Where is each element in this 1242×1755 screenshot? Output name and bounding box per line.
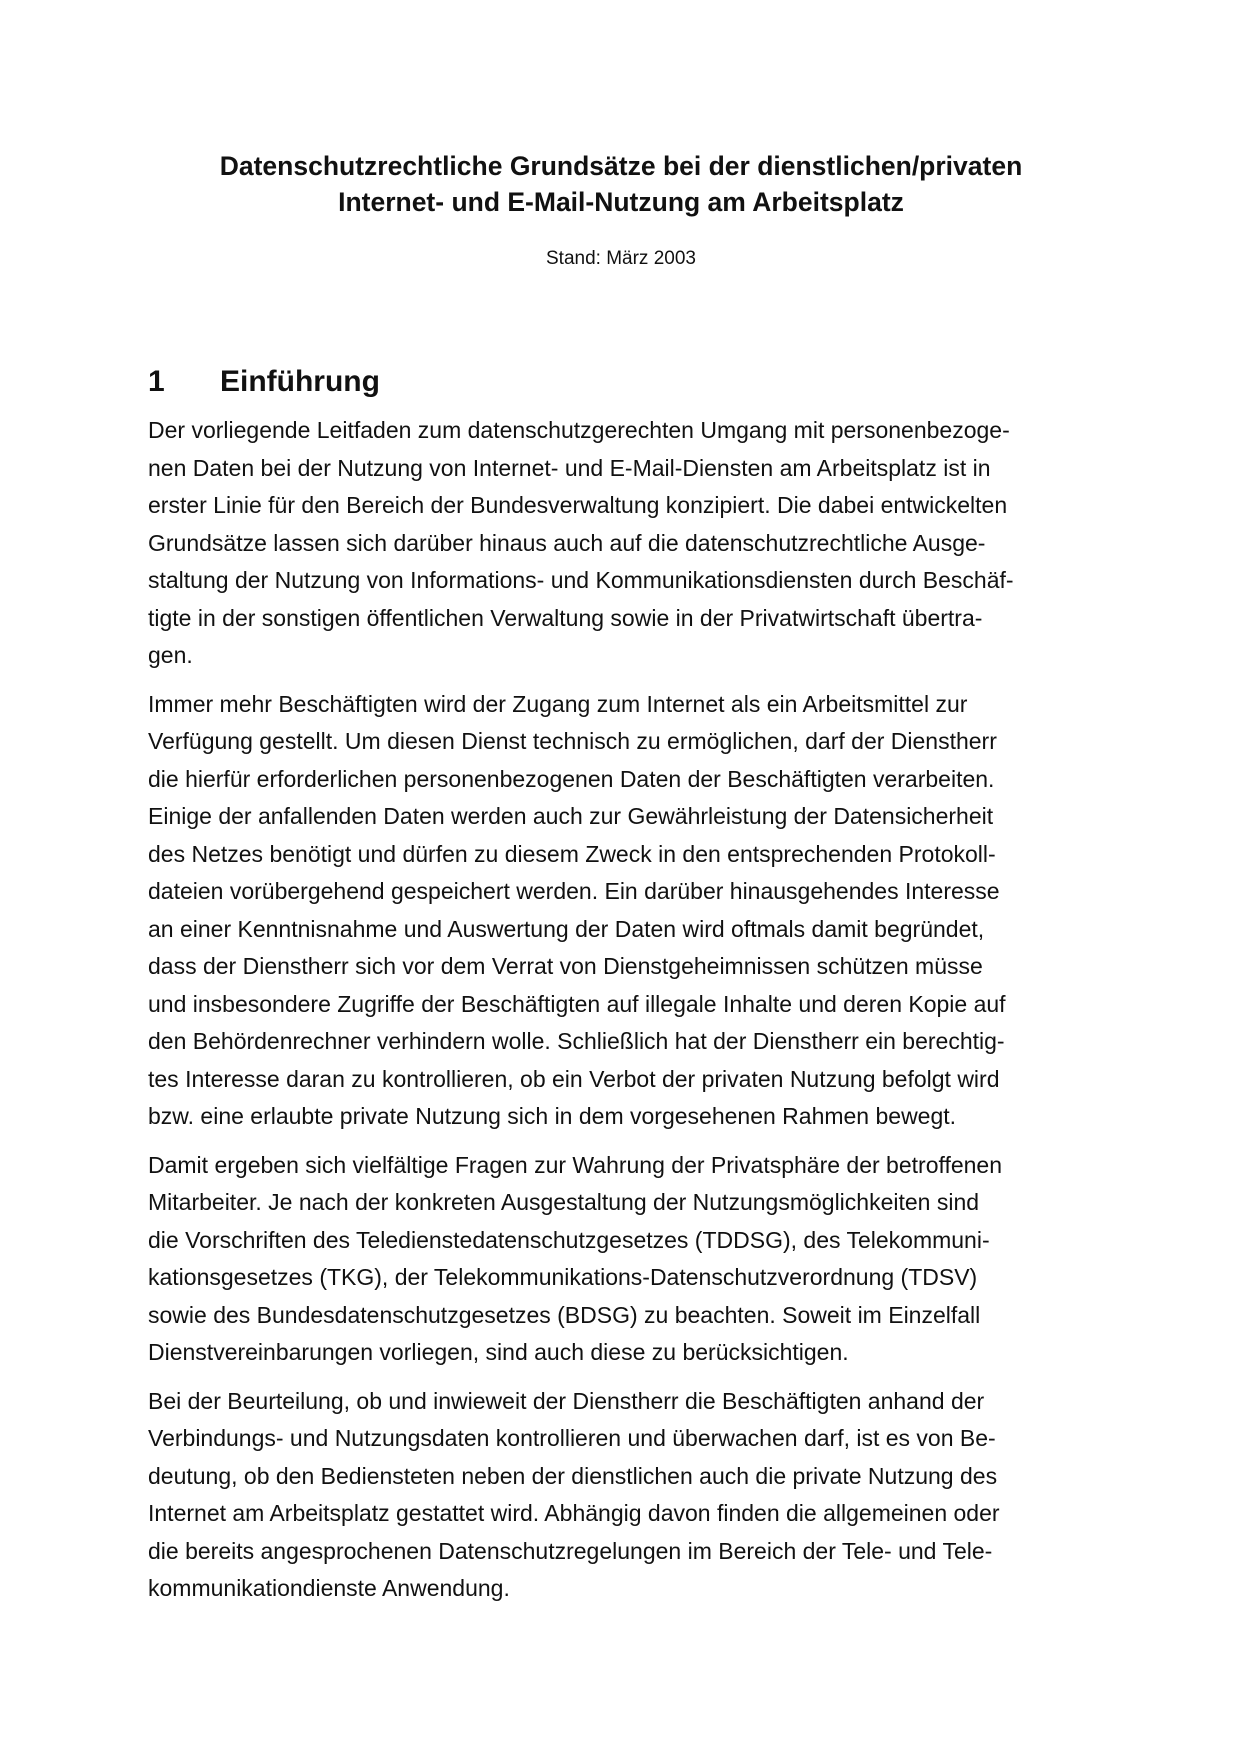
text-line: gen. — [148, 642, 193, 668]
text-line: kommunikationdienste Anwendung. — [148, 1575, 510, 1601]
title-line-1: Datenschutzrechtliche Grundsätze bei der dienstlichen/privaten — [219, 151, 1023, 181]
text-line: und insbesondere Zugriffe der Beschäftigten auf illegale Inhalte und deren Kopie auf — [148, 990, 1006, 1017]
text-line: tigte in der sonstigen öffentlichen Verwaltung sowie in der Privatwirtschaft übertra- — [148, 604, 983, 631]
paragraph-4 — [148, 1383, 1108, 1608]
text-line: an einer Kenntnisnahme und Auswertung der Daten wird oftmals damit begründet, — [148, 915, 985, 942]
document-body — [148, 412, 1108, 1619]
text-line: Damit ergeben sich vielfältige Fragen zur Wahrung der Privatsphäre der betroffenen — [148, 1151, 1003, 1178]
section-number: 1 — [148, 365, 165, 398]
text-line: Der vorliegende Leitfaden zum datenschutzgerechten Umgang mit personenbezoge- — [148, 417, 1010, 443]
text-line: die Vorschriften des Teledienstedatenschutzgesetzes (TDDSG), des Telekommuni- — [148, 1226, 990, 1253]
text-line: kationsgesetzes (TKG), der Telekommunikations-Datenschutzverordnung (TDSV) — [148, 1264, 978, 1290]
text-line: dateien vorübergehend gespeichert werden. Ein darüber hinausgehendes Interesse — [148, 878, 1000, 904]
title-line-2: Internet- und E-Mail-Nutzung am Arbeitsplatz — [338, 187, 904, 217]
text-line: die hierfür erforderlichen personenbezogenen Daten der Beschäftigten verarbeiten. — [148, 765, 995, 792]
text-line: des Netzes benötigt und dürfen zu diesem Zweck in den entsprechenden Protokoll- — [148, 840, 996, 867]
text-line: Verfügung gestellt. Um diesen Dienst technisch zu ermöglichen, darf der Dienstherr — [148, 728, 997, 754]
text-line: Bei der Beurteilung, ob und inwieweit der Dienstherr die Beschäftigten anhand der — [148, 1387, 985, 1414]
text-line: Grundsätze lassen sich darüber hinaus auch auf die datenschutzrechtliche Ausge- — [148, 529, 986, 556]
section-title: Einführung — [220, 365, 380, 398]
text-line: die bereits angesprochenen Datenschutzregelungen im Bereich der Tele- und Tele- — [148, 1537, 993, 1564]
text-line: Verbindungs- und Nutzungsdaten kontrollieren und überwachen darf, ist es von Be- — [148, 1425, 996, 1451]
text-line: nen Daten bei der Nutzung von Internet- und E-Mail-Diensten am Arbeitsplatz ist in — [148, 454, 991, 481]
paragraph-3 — [148, 1147, 1108, 1372]
text-line: Dienstvereinbarungen vorliegen, sind auch diese zu berücksichtigen. — [148, 1339, 849, 1365]
paragraph-1 — [148, 412, 1108, 675]
text-line: sowie des Bundesdatenschutzgesetzes (BDSG) zu beachten. Soweit im Einzelfall — [148, 1301, 981, 1328]
text-line: tes Interesse daran zu kontrollieren, ob ein Verbot der privaten Nutzung befolgt wird — [148, 1065, 1000, 1092]
paragraph-2 — [148, 686, 1108, 1136]
text-line: staltung der Nutzung von Informations- und Kommunikationsdiensten durch Beschäf- — [148, 567, 1014, 593]
text-line: Einige der anfallenden Daten werden auch zur Gewährleistung der Datensicherheit — [148, 803, 994, 829]
document-date: Stand: März 2003 — [546, 248, 696, 269]
section-heading — [148, 362, 380, 402]
text-line: deutung, ob den Bediensteten neben der dienstlichen auch die private Nutzung des — [148, 1462, 998, 1489]
document-title — [100, 148, 1142, 220]
text-line: Immer mehr Beschäftigten wird der Zugang zum Internet als ein Arbeitsmittel zur — [148, 690, 968, 717]
text-line: Internet am Arbeitsplatz gestattet wird. Abhängig davon finden die allgemeinen oder — [148, 1500, 1000, 1526]
text-line: Mitarbeiter. Je nach der konkreten Ausgestaltung der Nutzungsmöglichkeiten sind — [148, 1189, 980, 1215]
text-line: dass der Dienstherr sich vor dem Verrat von Dienstgeheimnissen schützen müsse — [148, 953, 983, 979]
text-line: den Behördenrechner verhindern wolle. Schließlich hat der Dienstherr ein berechtig- — [148, 1028, 1005, 1054]
text-line: erster Linie für den Bereich der Bundesverwaltung konzipiert. Die dabei entwickelten — [148, 492, 1008, 518]
text-line: bzw. eine erlaubte private Nutzung sich in dem vorgesehenen Rahmen bewegt. — [148, 1103, 957, 1129]
